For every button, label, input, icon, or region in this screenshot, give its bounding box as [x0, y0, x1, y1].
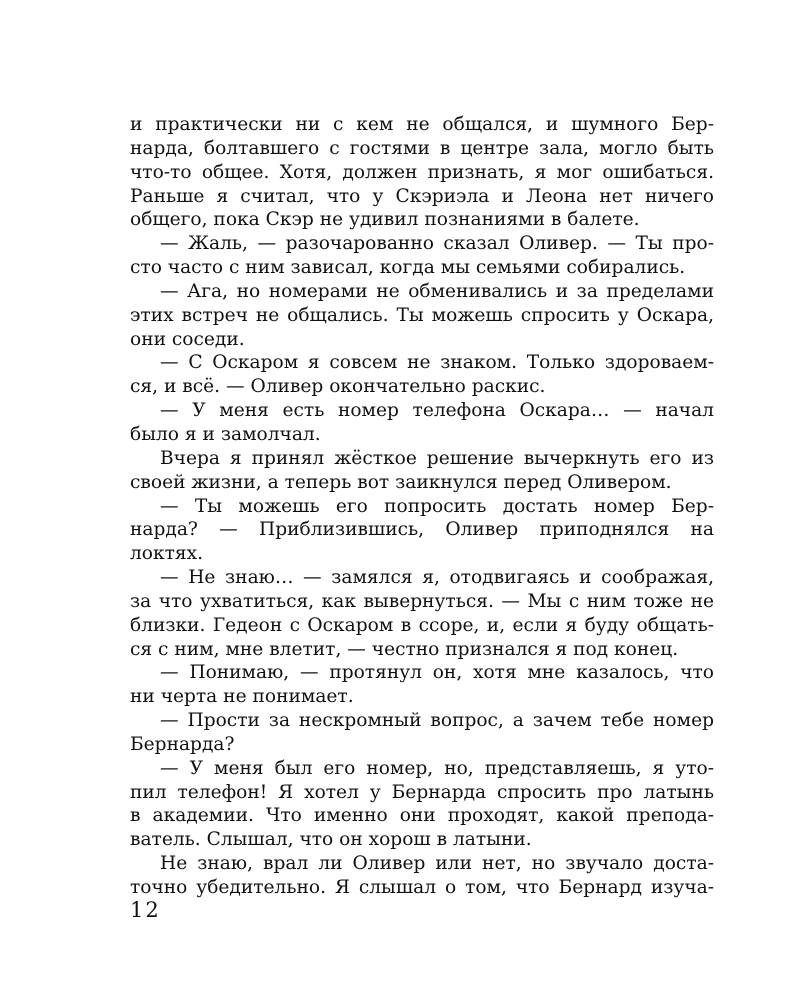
text-line: — Ты можешь его попросить достать номер Бер-	[160, 495, 714, 517]
text-line: за что ухватиться, как вывернуться. — Мы с ним тоже не	[130, 590, 714, 612]
text-line: — Не знаю… — замялся я, отодвигаясь и соображая,	[160, 567, 714, 589]
text-line: и практически ни с кем не общался, и шумного Бер-	[130, 114, 714, 135]
text-line: — С Оскаром я совсем не знаком. Только здороваем-	[160, 352, 714, 374]
text-line: ся с ним, мне влетит, — честно признался я под конец.	[130, 638, 679, 660]
text-line: нарда, болтавшего с гостями в центре зала, могло быть	[130, 137, 714, 159]
text-line: — Ага, но номерами не обменивались и за пределами	[160, 280, 714, 302]
text-line: Раньше я считал, что у Скэриэла и Леона нет ничего	[130, 185, 714, 207]
text-line: Бернарда?	[130, 733, 235, 755]
text-line: было я и замолчал.	[130, 423, 321, 445]
text-line: они соседи.	[130, 328, 245, 350]
text-line: пил телефон! Я хотел у Бернарда спросить про латынь	[130, 781, 714, 803]
text-line: ватель. Слышал, что он хорош в латыни.	[130, 829, 532, 851]
text-line: — Понимаю, — протянул он, хотя мне казалось, что	[160, 662, 714, 684]
text-line: общего, пока Скэр не удивил познаниями в балете.	[130, 209, 640, 231]
text-line: ся, и всё. — Оливер окончательно раскис.	[130, 376, 546, 398]
text-line: своей жизни, а теперь вот заикнулся перед Оливером.	[130, 471, 672, 493]
text-line: — У меня был его номер, но, представляешь, я уто-	[160, 757, 714, 779]
page-number: 12	[130, 898, 161, 922]
text-line: локтях.	[130, 543, 204, 565]
text-line: сто часто с ним зависал, когда мы семьями собирались.	[130, 257, 686, 279]
text-line: Не знаю, врал ли Оливер или нет, но звучало доста-	[160, 853, 714, 875]
text-line: точно убедительно. Я слышал о том, что Бернард изуча-	[130, 877, 714, 898]
text-line: — Прости за нескромный вопрос, а зачем тебе номер	[160, 710, 714, 732]
text-line: ни черта не понимает.	[130, 686, 354, 708]
text-line: что-то общее. Хотя, должен признать, я мог ошибаться.	[130, 161, 714, 183]
text-line: этих встреч не общались. Ты можешь спросить у Оскара,	[130, 304, 714, 326]
text-line: в академии. Что именно они проходят, какой препода-	[130, 805, 714, 827]
text-line: близки. Гедеон с Оскаром в ссоре, и, если я буду общать-	[130, 614, 714, 636]
text-line: нарда? — Приблизившись, Оливер приподнялся на	[130, 519, 714, 541]
text-line: — У меня есть номер телефона Оскара… — начал	[160, 400, 714, 422]
page-text	[130, 113, 714, 900]
text-line: Вчера я принял жёсткое решение вычеркнуть его из	[160, 447, 714, 469]
text-line: — Жаль, — разочарованно сказал Оливер. — Ты про-	[160, 233, 714, 255]
